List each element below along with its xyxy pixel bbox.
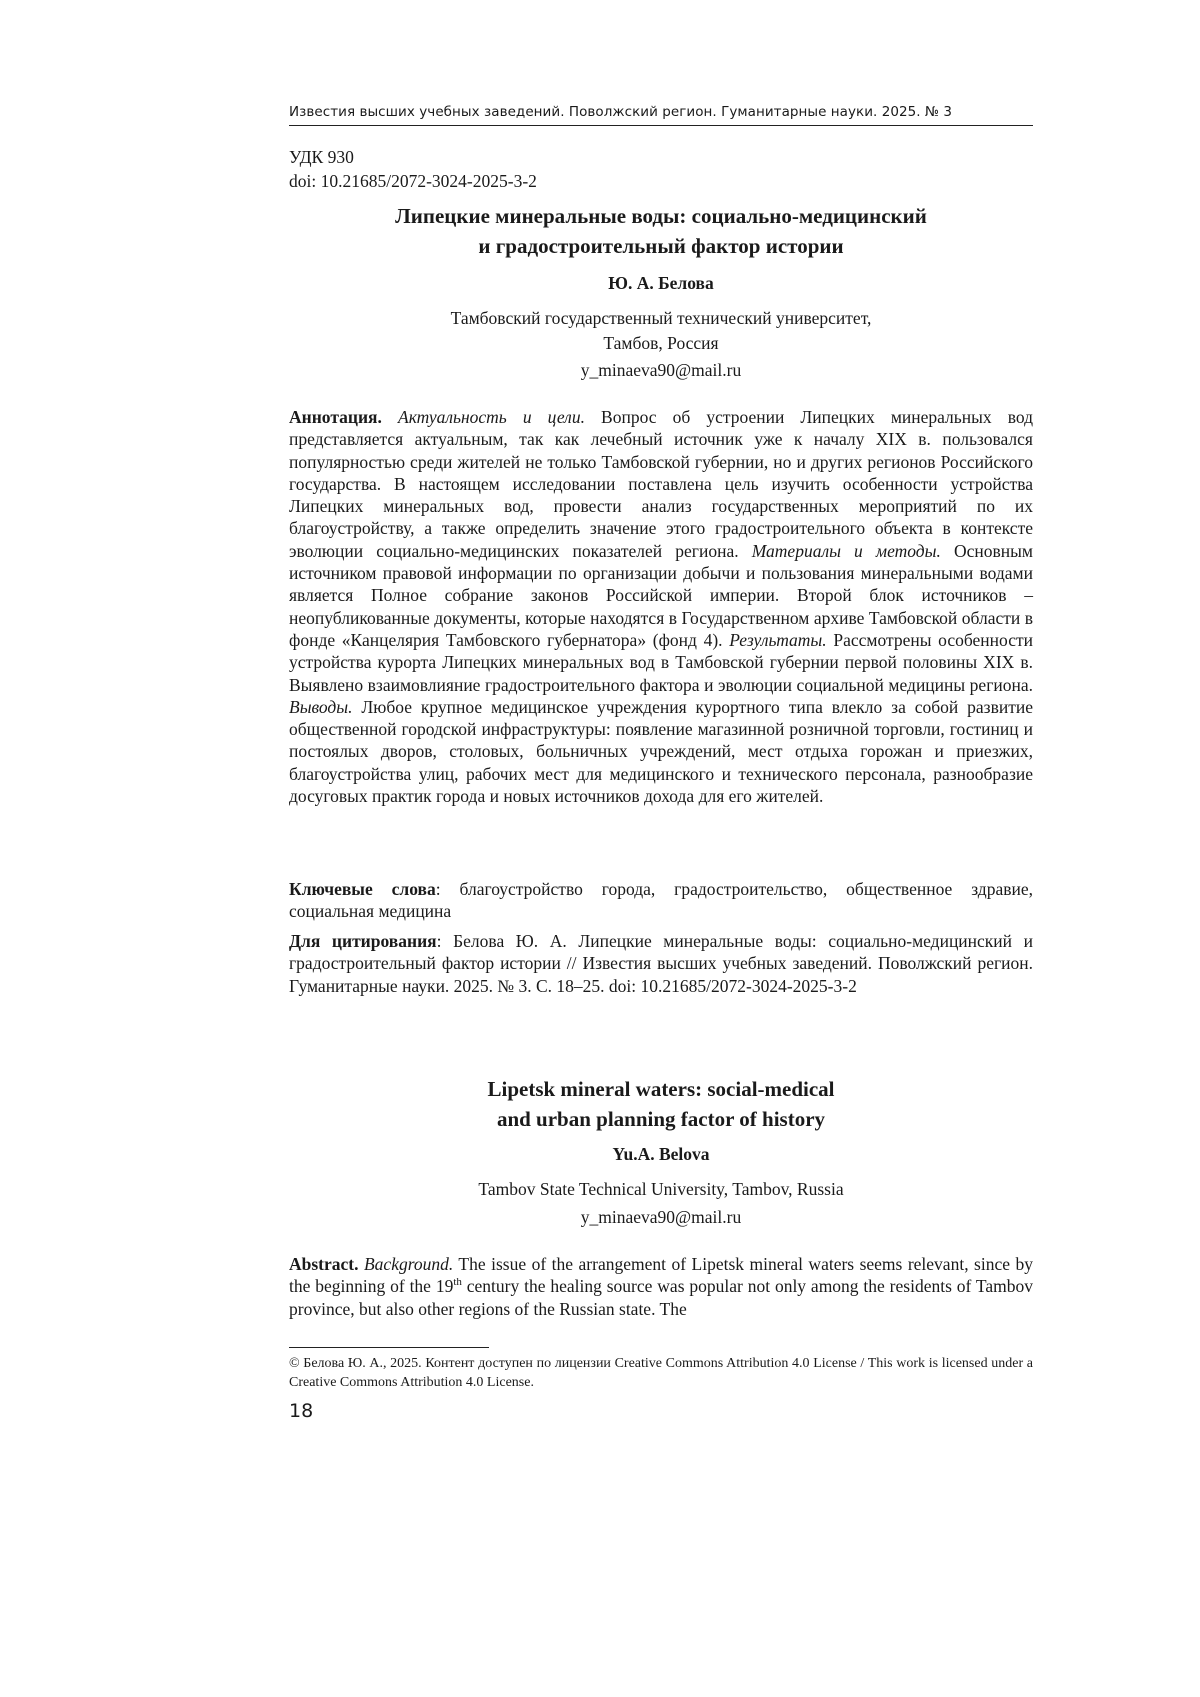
abstract-ru-text-conclusions: Любое крупное медицинское учреждения курортного типа влекло за собой развитие общественной городской инфраструктуры: появление магазинной розничной торговли, гостиниц и постоялых дворов, столовых, больничных учреждений, мест отдыха горожан и приезжих, благоустройства улиц, рабочих мест для медицинского и технического персонала, разнообразие досуговых практик города и новых источников дохода для его жителей.: [289, 696, 1033, 807]
abstract-en-text-a: The issue of the arrangement of Lipetsk mineral waters seems relevant, since by the beginning of the 19: [289, 1254, 1033, 1297]
author-en: Yu.A. Belova: [612, 1144, 710, 1164]
abstract-ru-text-aims: Вопрос об устроении Липецких минеральных вод представляется актуальным, так как лечебный источник уже к началу XIX в. пользовался популярностью среди жителей не только Тамбовской губернии, но и других регионов Российского государства. В настоящем исследовании поставлена цель изучить особенности устройства Липецких минеральных вод, провести анализ государственных мероприятий по их благоустройству, а также определить значение этого градостроительного объекта в контексте эволюции социально-медицинских показателей региона.: [289, 407, 1034, 561]
citation-ru-label: Для цитирования: [289, 931, 437, 951]
abstract-ru-heading-conclusions: Выводы.: [289, 696, 353, 717]
abstract-ru-text-methods: Основным источником правовой информации по организации добычи и пользования минеральными водами является Полное собрание законов Российской империи. Второй блок источников – неопубликованные документы, которые находятся в Государственном архиве Тамбовской области в фонде «Канцелярия Тамбовского губернатора» (фонд 4).: [289, 540, 1033, 650]
title-en-line2: and urban planning factor of history: [496, 1107, 826, 1131]
affiliation-ru-line1: Тамбовский государственный технический университет,: [450, 308, 872, 328]
abstract-en-label: Abstract.: [289, 1254, 359, 1274]
keywords-ru-text: : благоустройство города, градостроительство, общественное здравие, социальная медицина: [289, 879, 1033, 922]
article-meta: [289, 145, 537, 193]
ordinal-suffix: th: [453, 1276, 462, 1289]
title-ru-line2: и градостроительный фактор истории: [478, 234, 844, 258]
affiliation-ru: [289, 306, 1033, 356]
abstract-ru: [289, 406, 1033, 807]
author-ru: Ю. А. Белова: [608, 273, 714, 293]
abstract-en-text-b: century the healing source was popular not only among the residents of Tambov province, but also other regions of the Russian state. The: [289, 1276, 1033, 1319]
affiliation-ru-line2: Тамбов, Россия: [603, 333, 719, 353]
keywords-ru-label: Ключевые слова: [289, 879, 436, 899]
abstract-en: [289, 1253, 1033, 1320]
page-number: 18: [289, 1400, 314, 1422]
abstract-ru-heading-methods: Материалы и методы.: [751, 540, 941, 561]
license-footnote: © Белова Ю. А., 2025. Контент доступен по лицензии Creative Commons Attribution 4.0 License / This work is licensed under a Creative Commons Attribution 4.0 License.: [289, 1356, 1033, 1390]
udk-code: УДК 930: [289, 147, 354, 167]
footnote-divider: [289, 1347, 489, 1348]
keywords-ru: [289, 878, 1033, 923]
affiliation-en: Tambov State Technical University, Tambov, Russia: [478, 1179, 844, 1199]
doi[interactable]: doi: 10.21685/2072-3024-2025-3-2: [289, 171, 537, 191]
abstract-ru-text-results: Рассмотрены особенности устройства курорта Липецких минеральных вод в Тамбовской губернии первой половины XIX в. Выявлено взаимовлияние градостроительного фактора и эволюции социальной медицины региона.: [289, 629, 1033, 695]
running-header: Известия высших учебных заведений. Поволжский регион. Гуманитарные науки. 2025. № 3: [289, 104, 1033, 126]
title-ru-line1: Липецкие минеральные воды: социально-медицинский: [395, 204, 927, 228]
abstract-ru-heading-aims: Актуальность и цели.: [398, 407, 585, 427]
abstract-en-heading-background: Background.: [363, 1254, 454, 1274]
citation-ru: [289, 930, 1033, 997]
email-ru[interactable]: y_minaeva90@mail.ru: [580, 360, 742, 380]
citation-ru-text: : Белова Ю. А. Липецкие минеральные воды: социально-медицинский и градостроительный фактор истории // Известия высших учебных заведений. Поволжский регион. Гуманитарные науки. 2025. № 3. С. 18–25. doi: 10.21685/2072-3024-2025-3-2: [289, 931, 1033, 996]
abstract-ru-label: Аннотация.: [289, 407, 382, 427]
title-en-line1: Lipetsk mineral waters: social-medical: [487, 1077, 835, 1101]
article-title-en: [289, 1074, 1033, 1134]
abstract-ru-heading-results: Результаты.: [729, 629, 827, 650]
email-en[interactable]: y_minaeva90@mail.ru: [580, 1207, 742, 1227]
article-title-ru: [289, 201, 1033, 261]
